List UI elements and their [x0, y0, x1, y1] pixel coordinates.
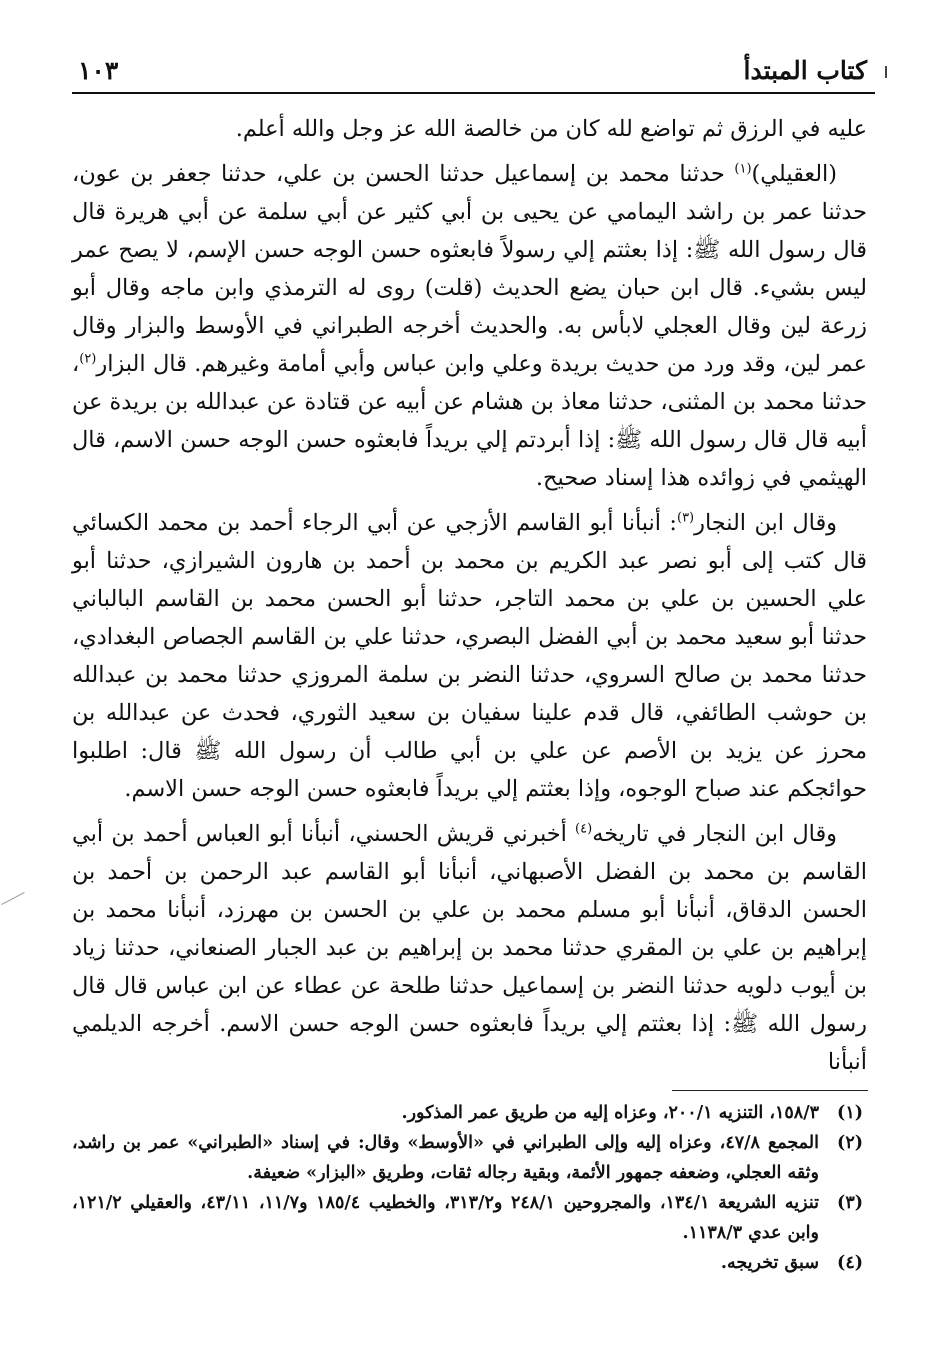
footnote-text: ١٥٨/٣، التنزيه ٢٠٠/١، وعزاه إليه من طريق عمر المذكور.: [401, 1103, 819, 1123]
footnote-number: (٣): [837, 1193, 863, 1213]
footnote-divider: [672, 1090, 868, 1091]
footnote: [72, 1098, 867, 1128]
footnote-number: (٢): [837, 1133, 863, 1153]
page-header: [72, 52, 875, 94]
paragraph-text: أخبرني قريش الحسني، أنبأنا أبو العباس أحمد بن أبي القاسم بن محمد بن الفضل الأصبهاني، أنبأنا أبو القاسم عبد الرحمن بن أحمد بن الحسن الدقاق، أنبأنا أبو مسلم محمد بن علي بن الحسن بن مهرزد، أنبأنا محمد بن إبراهيم بن علي بن المقري حدثنا محمد بن إبراهيم بن عبد الجبار الصنعاني، حدثنا زياد بن أيوب دلويه حدثنا النضر بن إسماعيل حدثنا طلحة عن عطاء عن ابن عباس قال قال رسول الله ﷺ: إذا بعثتم إلي بريداً فابعثوه حسن الوجه حسن الاسم. أخرجه الديلمي أنبأنا: [72, 821, 867, 1075]
source-label: وقال ابن النجار في تاريخه: [592, 821, 837, 847]
page-number: ١٠٣: [78, 56, 119, 85]
paragraph-text: عليه في الرزق ثم تواضع لله كان من خالصة الله عز وجل والله أعلم.: [235, 116, 867, 142]
paragraph: [72, 815, 867, 1081]
paragraph: [72, 155, 867, 497]
paragraph: [72, 504, 867, 808]
main-text: [72, 110, 867, 1088]
footnote: [72, 1128, 867, 1188]
source-label: وقال ابن النجار: [694, 510, 837, 536]
scan-artifact: [1, 892, 24, 905]
footnote-ref: (٤): [575, 821, 593, 837]
footnote-text: سبق تخريجه.: [720, 1253, 819, 1273]
footnote-text: تنزيه الشريعة ١٣٤/١، والمجروحين ٢٤٨/١ و٣١٣/٢، والخطيب ١٨٥/٤ و١١/٧، ٤٣/١١، والعقيلي ١٢١/٢، وابن عدي ١١٣٨/٣.: [72, 1193, 819, 1243]
paragraph-text: حدثنا محمد بن إسماعيل حدثنا الحسن بن علي، حدثنا جعفر بن عون، حدثنا عمر بن راشد اليمامي عن يحيى بن أبي كثير عن أبي سلمة عن أبي هريرة قال قال رسول الله ﷺ: إذا بعثتم إلي رسولاً فابعثوه حسن الوجه حسن الإسم، لا يصح عمر ليس بشيء. قال ابن حبان يضع الحديث (قلت) روى له الترمذي وابن ماجه وقال أبو زرعة لين وقال العجلي لابأس به. والحديث أخرجه الطبراني في الأوسط والبزار وقال عمر لين، وقد ورد من حديث بريدة وعلي وابن عباس وأبي أمامة وغيرهم. قال البزار: [72, 161, 867, 377]
footnote-ref: (١): [734, 161, 752, 177]
footnote-text: المجمع ٤٧/٨، وعزاه إليه وإلى الطبراني في «الأوسط» وقال: في إسناد «الطبراني» عمر بن راشد، وثقه العجلي، وضعفه جمهور الأئمة، وبقية رجاله ثقات، وطريق «البزار» ضعيفة.: [72, 1133, 819, 1183]
footnote: [72, 1188, 867, 1248]
footnote: [72, 1248, 867, 1278]
footnote-ref: (٣): [676, 510, 695, 526]
source-label: (العقيلي): [751, 161, 837, 187]
footnote-number: (١): [837, 1103, 863, 1123]
scan-mark: [885, 66, 887, 78]
paragraph: [72, 110, 867, 148]
footnote-ref: (٢): [79, 351, 97, 367]
running-title: كتاب المبتدأ: [743, 56, 867, 85]
footnotes: [72, 1098, 867, 1278]
paragraph-text: ، حدثنا محمد بن المثنى، حدثنا معاذ بن هشام عن أبيه عن قتادة عن عبدالله بن بريدة عن أبيه قال قال رسول الله ﷺ: إذا أبردتم إلي بريداً فابعثوه حسن الوجه حسن الاسم، قال الهيثمي في زوائده هذا إسناد صحيح.: [72, 351, 867, 491]
paragraph-text: : أنبأنا أبو القاسم الأزجي عن أبي الرجاء أحمد بن محمد الكسائي قال كتب إلى أبو نصر عبد الكريم بن محمد بن أحمد بن هارون الشيرازي، حدثنا أبو علي الحسين بن علي بن محمد التاجر، حدثنا أبو الحسن محمد بن القاسم البالباني حدثنا أبو سعيد محمد بن أبي الفضل البصري، حدثنا علي بن القاسم الجصاص البغدادي، حدثنا محمد بن صالح السروي، حدثنا النضر بن سلمة المروزي حدثنا محمد بن عبدالله بن حوشب الطائفي، قال قدم علينا سفيان بن سعيد الثوري، فحدث عن عبدالله بن محرز عن يزيد بن الأصم عن علي بن أبي طالب أن رسول الله ﷺ قال: اطلبوا حوائجكم عند صباح الوجوه، وإذا بعثتم إلي بريداً فابعثوه حسن الوجه حسن الاسم.: [72, 510, 867, 802]
footnote-number: (٤): [837, 1253, 863, 1273]
